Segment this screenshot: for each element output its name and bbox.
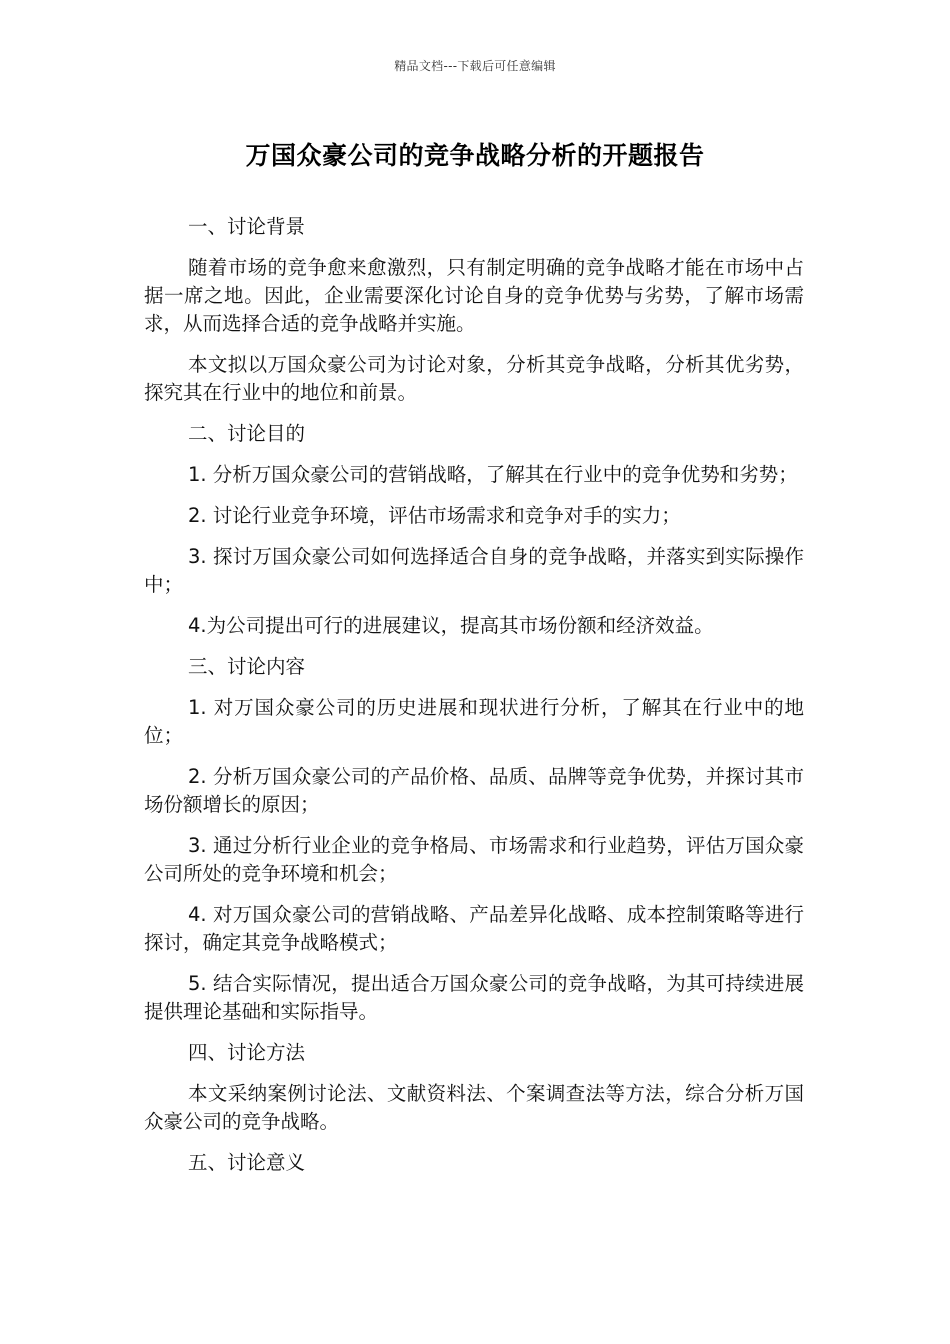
list-item: 5. 结合实际情况，提出适合万国众豪公司的竞争战略，为其可持续进展提供理论基础和实际指导。 [144,972,804,1023]
document-title: 万国众豪公司的竞争战略分析的开题报告 [245,141,705,170]
paragraph: 本文拟以万国众豪公司为讨论对象，分析其竞争战略，分析其优劣势，探究其在行业中的地位和前景。 [144,353,804,404]
list-item: 3. 探讨万国众豪公司如何选择适合自身的竞争战略，并落实到实际操作中； [144,545,804,596]
header-note: 精品文档---下载后可任意编辑 [394,59,556,73]
section-heading-content: 三、讨论内容 [188,655,306,678]
list-item: 1. 分析万国众豪公司的营销战略，了解其在行业中的竞争优势和劣势； [188,463,798,486]
section-heading-background: 一、讨论背景 [188,215,306,238]
list-item: 2. 讨论行业竞争环境，评估市场需求和竞争对手的实力； [188,504,681,527]
section-heading-significance: 五、讨论意义 [188,1151,306,1174]
paragraph: 本文采纳案例讨论法、文献资料法、个案调查法等方法，综合分析万国众豪公司的竞争战略。 [144,1082,804,1133]
section-heading-method: 四、讨论方法 [188,1041,306,1064]
list-item: 1. 对万国众豪公司的历史进展和现状进行分析，了解其在行业中的地位； [144,696,804,747]
list-item: 3. 通过分析行业企业的竞争格局、市场需求和行业趋势，评估万国众豪公司所处的竞争环境和机会； [144,834,804,885]
list-item: 4. 对万国众豪公司的营销战略、产品差异化战略、成本控制策略等进行探讨，确定其竞争战略模式； [144,903,804,954]
document-body [144,213,804,1190]
paragraph: 随着市场的竞争愈来愈激烈，只有制定明确的竞争战略才能在市场中占据一席之地。因此，企业需要深化讨论自身的竞争优势与劣势，了解市场需求，从而选择合适的竞争战略并实施。 [144,256,804,335]
list-item: 2. 分析万国众豪公司的产品价格、品质、品牌等竞争优势，并探讨其市场份额增长的原因； [144,765,804,816]
section-heading-purpose: 二、讨论目的 [188,422,306,445]
list-item: 4.为公司提出可行的进展建议，提高其市场份额和经济效益。 [188,614,714,637]
